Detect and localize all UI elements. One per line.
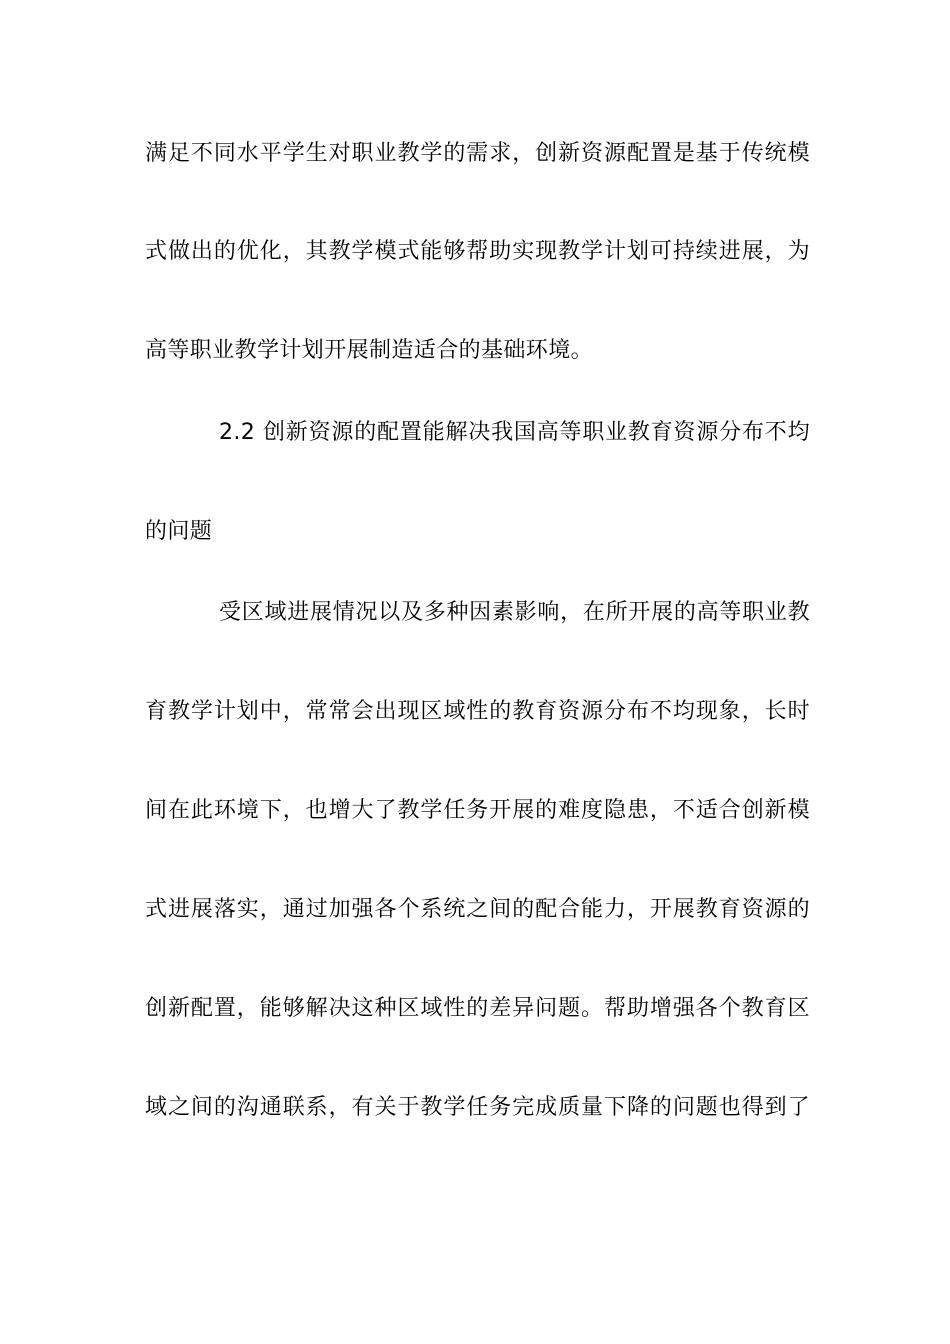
paragraph-line: 满足不同水平学生对职业教学的需求，创新资源配置是基于传统模	[145, 141, 810, 166]
paragraph-line: 高等职业教学计划开展制造适合的基础环境。	[145, 338, 594, 363]
paragraph-line: 式进展落实，通过加强各个系统之间的配合能力，开展教育资源的	[145, 897, 810, 922]
paragraph-line: 创新配置，能够解决这种区域性的差异问题。帮助增强各个教育区	[145, 996, 810, 1021]
paragraph-line: 式做出的优化，其教学模式能够帮助实现教学计划可持续进展，为	[145, 239, 810, 264]
paragraph-line: 间在此环境下，也增大了教学任务开展的难度隐患，不适合创新模	[145, 798, 810, 823]
section-heading-line: 的问题	[145, 519, 213, 544]
paragraph-line: 域之间的沟通联系，有关于教学任务完成质量下降的问题也得到了	[145, 1095, 810, 1120]
paragraph-line: 受区域进展情况以及多种因素影响，在所开展的高等职业教	[219, 600, 810, 625]
paragraph-line: 育教学计划中，常常会出现区域性的教育资源分布不均现象，长时	[145, 699, 810, 724]
section-heading-line: 2.2 创新资源的配置能解决我国高等职业教育资源分布不均	[219, 420, 810, 445]
